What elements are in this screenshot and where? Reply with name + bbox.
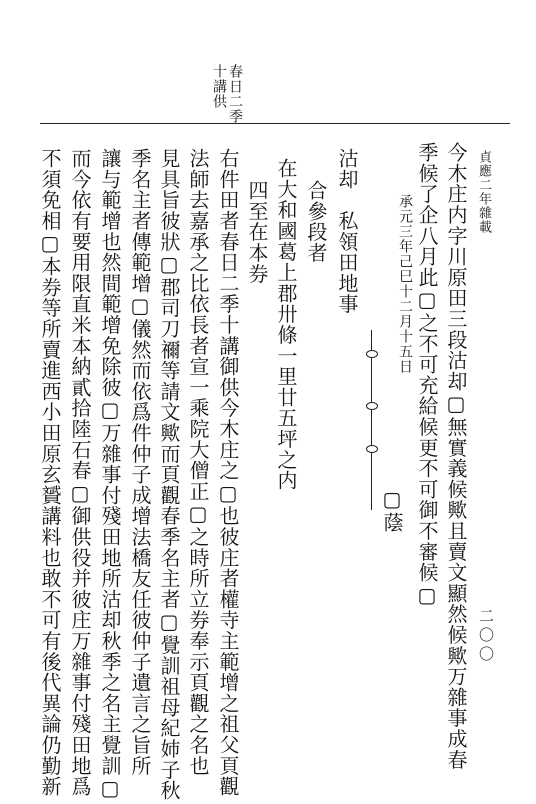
text-column-body-2: 法師去嘉承之比依長者宣一乘院大僧正▢之時所立券奉示頁觀之名也: [186, 148, 210, 776]
text-column-boundaries: 四至在本券: [245, 180, 269, 284]
text-column-body-3: 見具旨彼狀▢郡司刀禰等請文歟而頁觀春季名主者▢覺訓祖母紀姉子秋: [157, 148, 181, 801]
marginal-note-line-1: 春日二季: [227, 64, 243, 124]
page-number: 二〇〇: [477, 608, 495, 665]
date-era-line: 承元三年己巳十二月十五日: [397, 194, 413, 374]
text-column-location: 在大和國葛上郡卅條一里廿五坪之内: [274, 158, 298, 491]
seal-line-knot: [366, 402, 378, 410]
text-column-body-1: 右件田者春日二季十講御供今木庄之▢也彼庄者權寺主範增之祖父頁觀: [216, 148, 240, 797]
running-title: 貞應二年雜載: [476, 150, 491, 234]
header-rule: [40, 123, 510, 124]
seal-line-knot: [366, 445, 378, 453]
text-column-2: 季候了企八月此▢之不可充給候更不可御不審候▢: [415, 142, 439, 608]
text-column-amount: 合參段者: [304, 180, 328, 264]
text-column-body-5: 讓与範增也然間範增免除彼▢万雜事付殘田地所沽却秋季之名主覺訓▢: [98, 148, 122, 801]
text-column-body-4: 季名主者傳範增▢儀然而依爲件仲子成增法橋友任彼仲子遺言之旨所: [128, 148, 152, 776]
text-column-1: 今木庄内字川原田三段沽却▢無實義候歟且賣文顯然候歟万雜事成春: [444, 142, 468, 770]
text-column-heading: 沽却 私領田地事: [335, 148, 359, 315]
signature: ▢蔭: [380, 487, 404, 533]
seal-line-knot: [366, 350, 378, 358]
text-column-body-7: 不須免相▢本券等所賣進西小田原玄贇講料也敢不可有後代異論仍勤新: [38, 148, 62, 797]
text-column-body-6: 而今依有要用限直米本納貳拾陸石春▢御供役并彼庄万雜事付殘田地爲: [68, 148, 92, 797]
marginal-note-line-2: 十講供: [211, 64, 227, 109]
